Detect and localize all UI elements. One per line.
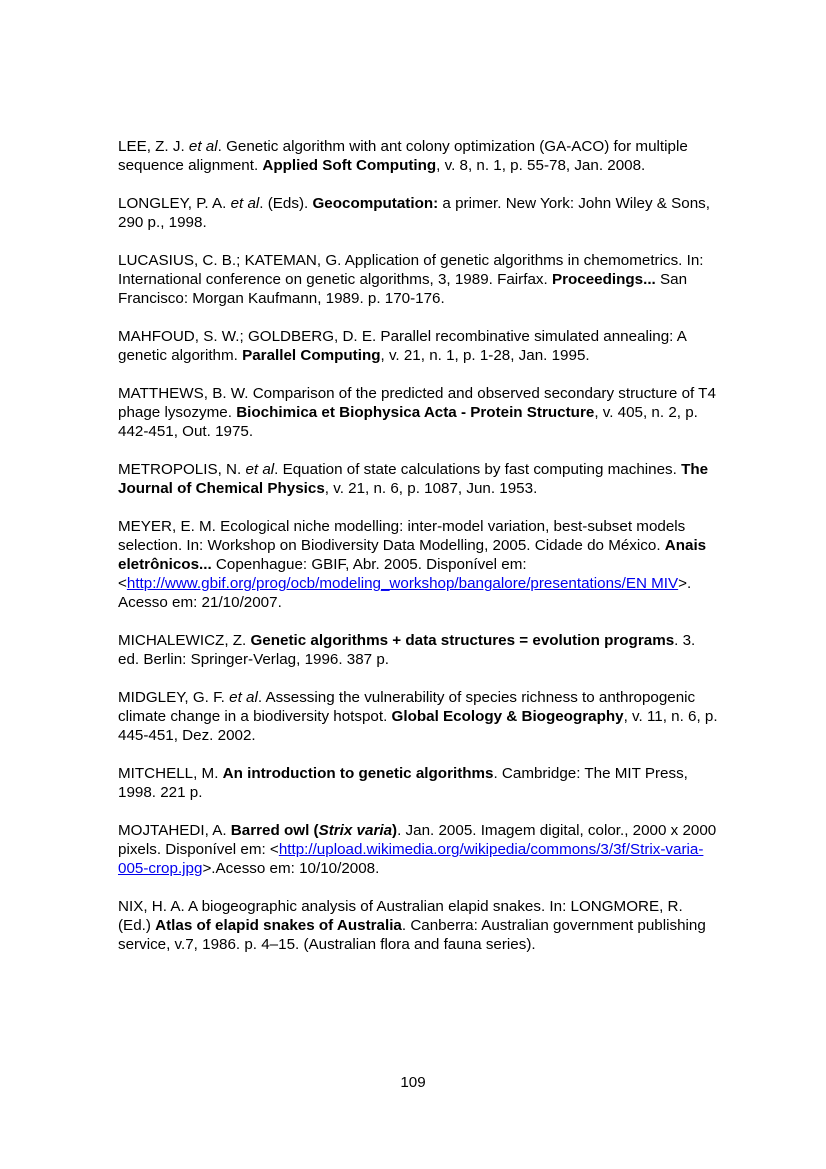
reference-lee — [118, 137, 718, 175]
reference-title: Genetic algorithms + data structures = evolution programs — [250, 632, 675, 649]
reference-mitchell — [118, 764, 718, 802]
reference-title: Applied Soft Computing — [262, 157, 437, 174]
reference-title: Parallel Computing — [242, 347, 381, 364]
reference-matthews — [118, 384, 718, 441]
reference-text: et al — [230, 195, 260, 212]
reference-text: . 3. ed. Berlin: Springer-Verlag, 1996. 387 p. — [118, 632, 696, 668]
reference-title: Atlas of elapid snakes of Australia — [155, 917, 402, 934]
reference-text: . Jan. 2005. Imagem digital, color., 2000 x 2000 pixels. Disponível em: < — [118, 822, 717, 858]
reference-text: et al — [188, 138, 218, 155]
reference-title: Anais eletrônicos... — [118, 537, 707, 573]
reference-text: MAHFOUD, S. W.; GOLDBERG, D. E. Parallel recombinative simulated annealing: A genetic algorithm. — [118, 328, 687, 364]
reference-text: , v. 8, n. 1, p. 55-78, Jan. 2008. — [436, 157, 646, 174]
reference-link[interactable]: http://www.gbif.org/prog/ocb/modeling_workshop/bangalore/presentations/EN MIV — [126, 575, 679, 592]
reference-mojtahedi — [118, 821, 718, 878]
reference-list — [118, 137, 718, 973]
reference-text: et al — [229, 689, 258, 706]
reference-title: Biochimica et Biophysica Acta - Protein Structure — [236, 404, 595, 421]
reference-text: . Canberra: Australian government publishing service, v.7, 1986. p. 4–15. (Australian flora and fauna series). — [118, 917, 706, 953]
reference-text: MOJTAHEDI, A. — [118, 822, 231, 839]
reference-title: Barred owl ( — [230, 822, 319, 839]
reference-title: ) — [392, 822, 398, 839]
reference-text: LEE, Z. J. — [118, 138, 189, 155]
reference-text: MICHALEWICZ, Z. — [118, 632, 251, 649]
reference-title: Strix varia — [318, 822, 393, 839]
reference-text: . Equation of state calculations by fast computing machines. — [274, 461, 682, 478]
reference-text: , v. 11, n. 6, p. 445-451, Dez. 2002. — [118, 708, 718, 744]
reference-text: . Genetic algorithm with ant colony optimization (GA-ACO) for multiple sequence alignment. — [118, 138, 688, 174]
reference-text: MITCHELL, M. — [118, 765, 223, 782]
reference-title: An introduction to genetic algorithms — [222, 765, 494, 782]
reference-text: MEYER, E. M. Ecological niche modelling: inter-model variation, best-subset models selection. In: Workshop on Biodiversity Data Modelling, 2005. Cidade do México. — [118, 518, 686, 554]
reference-title: Global Ecology & Biogeography — [391, 708, 624, 725]
reference-text: . Cambridge: The MIT Press, 1998. 221 p. — [118, 765, 688, 801]
reference-text: Copenhague: GBIF, Abr. 2005. Disponível em: < — [118, 556, 527, 592]
reference-michalewicz — [118, 631, 718, 669]
reference-longley — [118, 194, 718, 232]
reference-text: NIX, H. A. A biogeographic analysis of Australian elapid snakes. In: LONGMORE, R. (Ed.) — [118, 898, 683, 934]
reference-text: et al — [245, 461, 275, 478]
reference-metropolis — [118, 460, 718, 498]
reference-text: >.Acesso em: 10/10/2008. — [202, 860, 380, 877]
reference-text: >. Acesso em: 21/10/2007. — [118, 575, 692, 611]
reference-text: METROPOLIS, N. — [118, 461, 246, 478]
reference-lucasius — [118, 251, 718, 308]
reference-text: a primer. New York: John Wiley & Sons, 290 p., 1998. — [118, 195, 710, 231]
reference-text: . (Eds). — [259, 195, 313, 212]
page-number: 109 — [400, 1074, 426, 1091]
reference-meyer — [118, 517, 718, 612]
reference-text: MIDGLEY, G. F. — [118, 689, 230, 706]
reference-text: San Francisco: Morgan Kaufmann, 1989. p. 170-176. — [118, 271, 688, 307]
reference-title: Geocomputation: — [312, 195, 439, 212]
reference-title: Proceedings... — [551, 271, 656, 288]
reference-text: . Assessing the vulnerability of species richness to anthropogenic climate change in a biodiversity hotspot. — [118, 689, 696, 725]
reference-text: LONGLEY, P. A. — [118, 195, 231, 212]
reference-text: MATTHEWS, B. W. Comparison of the predicted and observed secondary structure of T4 phage lysozyme. — [118, 385, 716, 421]
reference-text: , v. 21, n. 6, p. 1087, Jun. 1953. — [324, 480, 538, 497]
reference-link[interactable]: http://upload.wikimedia.org/wikipedia/commons/3/3f/Strix-varia-005-crop.jpg — [118, 841, 704, 877]
reference-mahfoud — [118, 327, 718, 365]
reference-midgley — [118, 688, 718, 745]
reference-text: LUCASIUS, C. B.; KATEMAN, G. Application of genetic algorithms in chemometrics. In: International conference on genetic algorithms, 3, 1989. Fairfax. — [118, 252, 704, 288]
reference-nix — [118, 897, 718, 954]
reference-title: The Journal of Chemical Physics — [118, 461, 709, 497]
reference-text: , v. 405, n. 2, p. 442-451, Out. 1975. — [118, 404, 698, 440]
reference-text: , v. 21, n. 1, p. 1-28, Jan. 1995. — [380, 347, 590, 364]
